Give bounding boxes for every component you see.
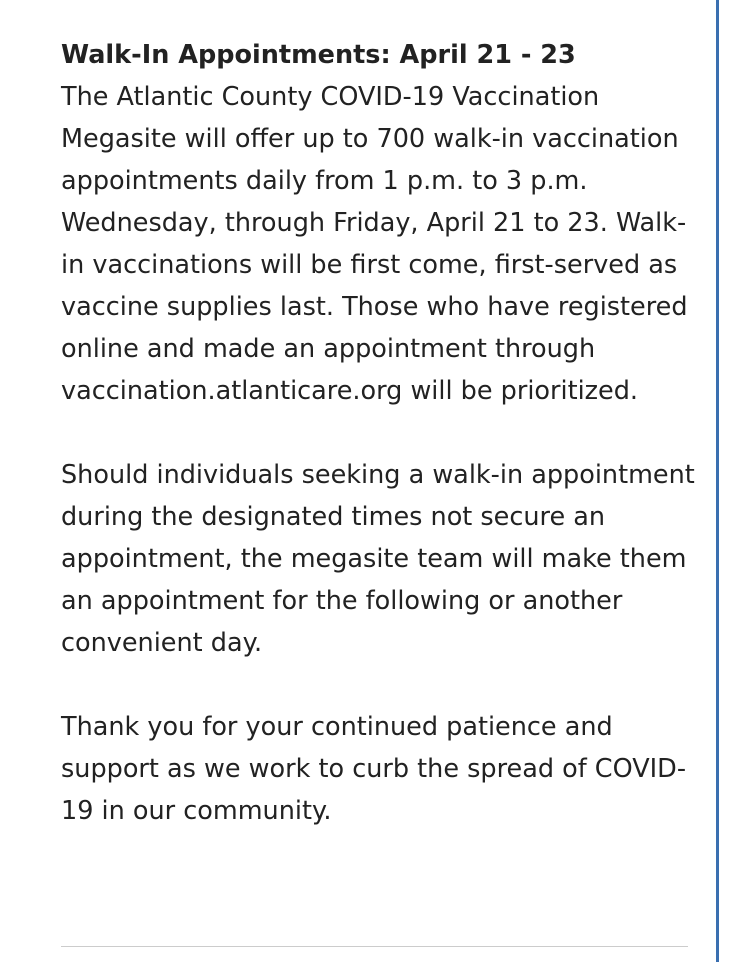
article-heading: Walk-In Appointments: April 21 - 23 <box>61 40 576 70</box>
article-body <box>61 34 701 874</box>
container-right-border <box>716 0 719 962</box>
paragraph-walk-in-details: The Atlantic County COVID-19 Vaccination Megasite will offer up to 700 walk-in vaccination appointments daily from 1 p.m. to 3 p.m. Wednesday, through Friday, April 21 to 23. Walk-in vaccinations will be first come, first-served as vaccine supplies last. Those who have registered online and made an appointment through vaccination.atlanticare.org will be prioritized. <box>61 82 688 406</box>
section-divider <box>61 946 688 947</box>
paragraph-missed-appointment: Should individuals seeking a walk-in appointment during the designated times not secure an appointment, the megasite team will make them an appointment for the following or another convenient day. <box>61 460 695 658</box>
paragraph-thank-you: Thank you for your continued patience and support as we work to curb the spread of COVID-19 in our community. <box>61 712 687 826</box>
